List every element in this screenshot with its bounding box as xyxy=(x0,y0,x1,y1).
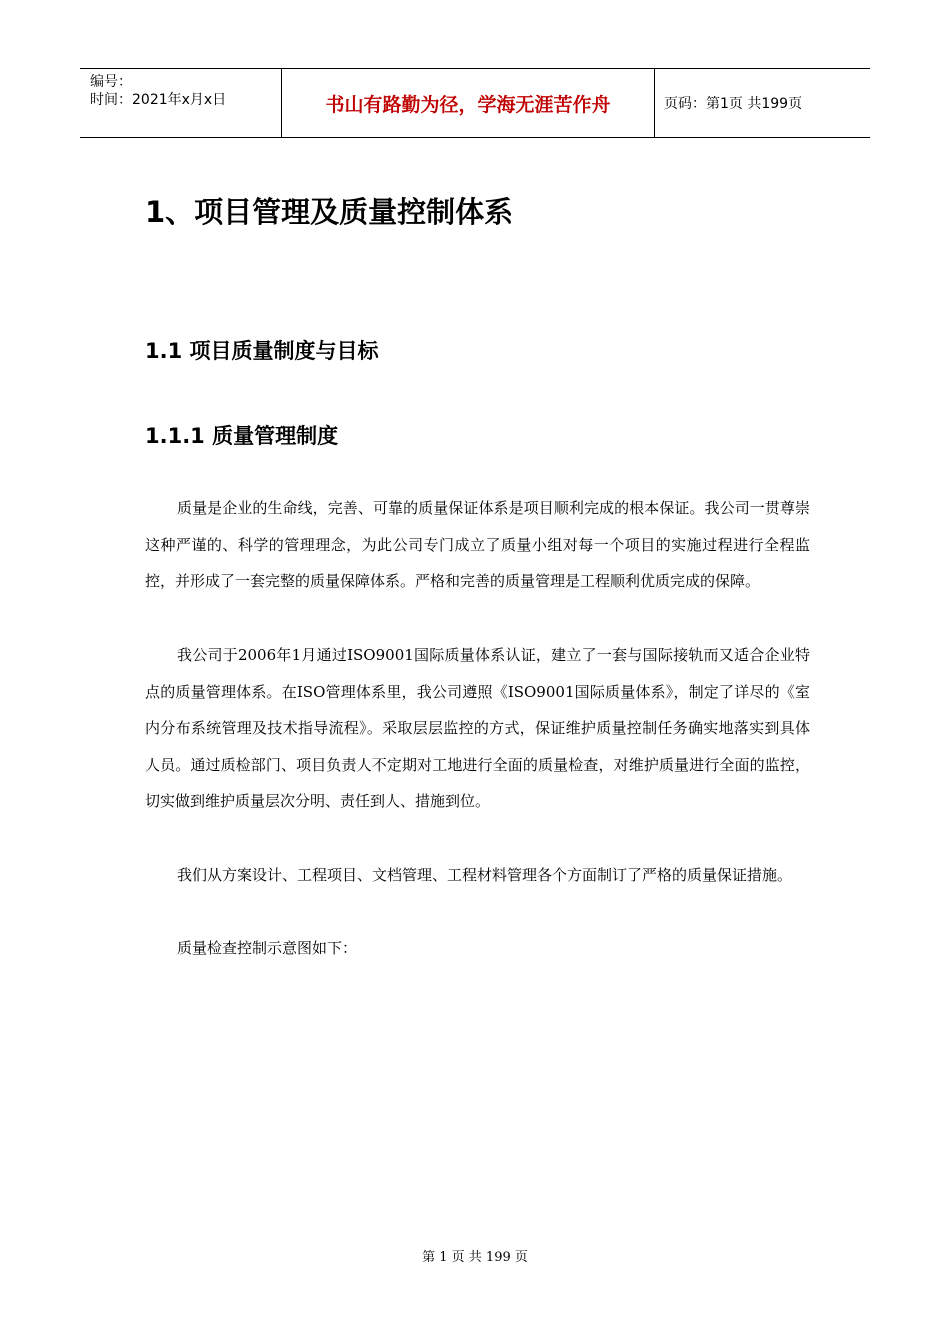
date-label: 时间：2021年x月x日 xyxy=(90,92,227,108)
body-paragraph: 我公司于2006年1月通过ISO9001国际质量体系认证，建立了一套与国际接轨而又适合企业特点的质量管理体系。在ISO管理体系里，我公司遵照《ISO9001国际质量体系》，制定了详尽的《室内分布系统管理及技术指导流程》。采取层层监控的方式，保证维护质量控制任务确实地落实到具体人员。通过质检部门、项目负责人不定期对工地进行全面的质量检查，对维护质量进行全面的监控，切实做到维护质量层次分明、责任到人、措施到位。 xyxy=(145,646,810,810)
number-label: 编号： xyxy=(90,74,132,90)
body-paragraph: 质量检查控制示意图如下： xyxy=(177,939,358,957)
header-info-cell xyxy=(80,69,282,137)
section-title: 1、项目管理及质量控制体系 xyxy=(145,195,514,229)
subsubsection-title: 1.1.1 质量管理制度 xyxy=(145,424,339,448)
body-paragraph: 我们从方案设计、工程项目、文档管理、工程材料管理各个方面制订了严格的质量保证措施。 xyxy=(177,866,793,884)
header-motto: 书山有路勤为径，学海无涯苦作舟 xyxy=(282,69,655,137)
subsection-title: 1.1 项目质量制度与目标 xyxy=(145,339,379,363)
document-header xyxy=(80,68,870,138)
page-footer: 第 1 页 共 199 页 xyxy=(422,1250,528,1265)
body-paragraph: 质量是企业的生命线，完善、可靠的质量保证体系是项目顺利完成的根本保证。我公司一贯尊崇这种严谨的、科学的管理理念，为此公司专门成立了质量小组对每一个项目的实施过程进行全程监控，并形成了一套完整的质量保障体系。严格和完善的质量管理是工程顺利优质完成的保障。 xyxy=(145,499,810,590)
header-page-label: 页码：第1页 共199页 xyxy=(664,96,803,112)
